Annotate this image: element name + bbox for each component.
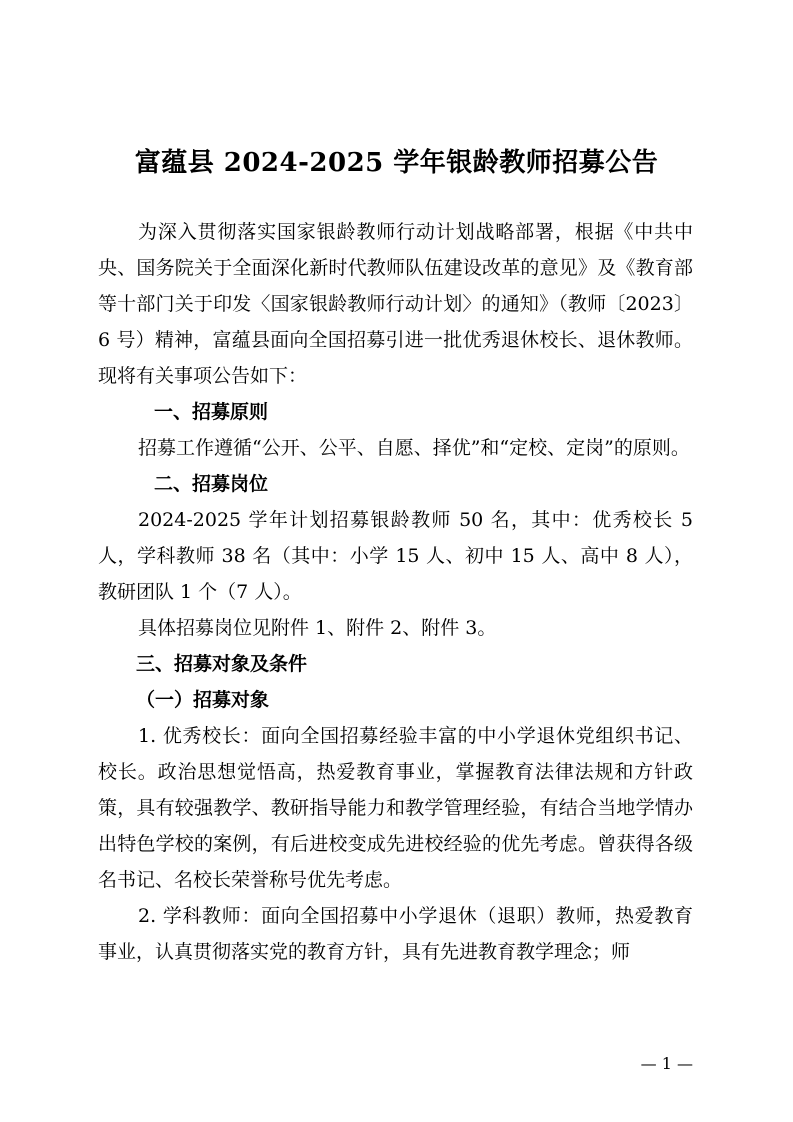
section-2-text-1: 2024-2025 学年计划招募银龄教师 50 名，其中：优秀校长 5 人，学科教师 38 名（其中：小学 15 人、初中 15 人、高中 8 人），教研团队 1 个（7 人）。 [98, 509, 693, 603]
document-title: 富蕴县 2024-2025 学年银龄教师招募公告 [134, 148, 659, 178]
section-3-item-2: 2. 学科教师：面向全国招募中小学退休（退职）教师，热爱教育事业，认真贯彻落实党的教育方针，具有先进教育教学理念；师 [98, 905, 693, 963]
section-2-text-2: 具体招募岗位见附件 1、附件 2、附件 3。 [138, 617, 497, 639]
section-3-subheading-1: （一）招募对象 [136, 689, 270, 711]
document-body [98, 214, 693, 970]
section-2-heading: 二、招募岗位 [154, 473, 269, 495]
section-1-text: 招募工作遵循“公开、公平、自愿、择优”和“定校、定岗”的原则。 [138, 437, 690, 459]
section-3-item-1: 1. 优秀校长：面向全国招募经验丰富的中小学退休党组织书记、校长。政治思想觉悟高，热爱教育事业，掌握教育法律法规和方针政策，具有较强教学、教研指导能力和教学管理经验，有结合当地学情办出特色学校的案例，有后进校变成先进校经验的优先考虑。曾获得各级名书记、名校长荣誉称号优先考虑。 [98, 725, 693, 891]
section-1-heading: 一、招募原则 [154, 401, 269, 423]
section-3-heading: 三、招募对象及条件 [136, 653, 308, 675]
page-number: — 1 — [640, 1054, 693, 1073]
intro-paragraph: 为深入贯彻落实国家银龄教师行动计划战略部署，根据《中共中央、国务院关于全面深化新时代教师队伍建设改革的意见》及《教育部等十部门关于印发〈国家银龄教师行动计划〉的通知》（教师〔2023〕6 号）精神，富蕴县面向全国招募引进一批优秀退休校长、退休教师。现将有关事项公告如下： [98, 221, 693, 387]
